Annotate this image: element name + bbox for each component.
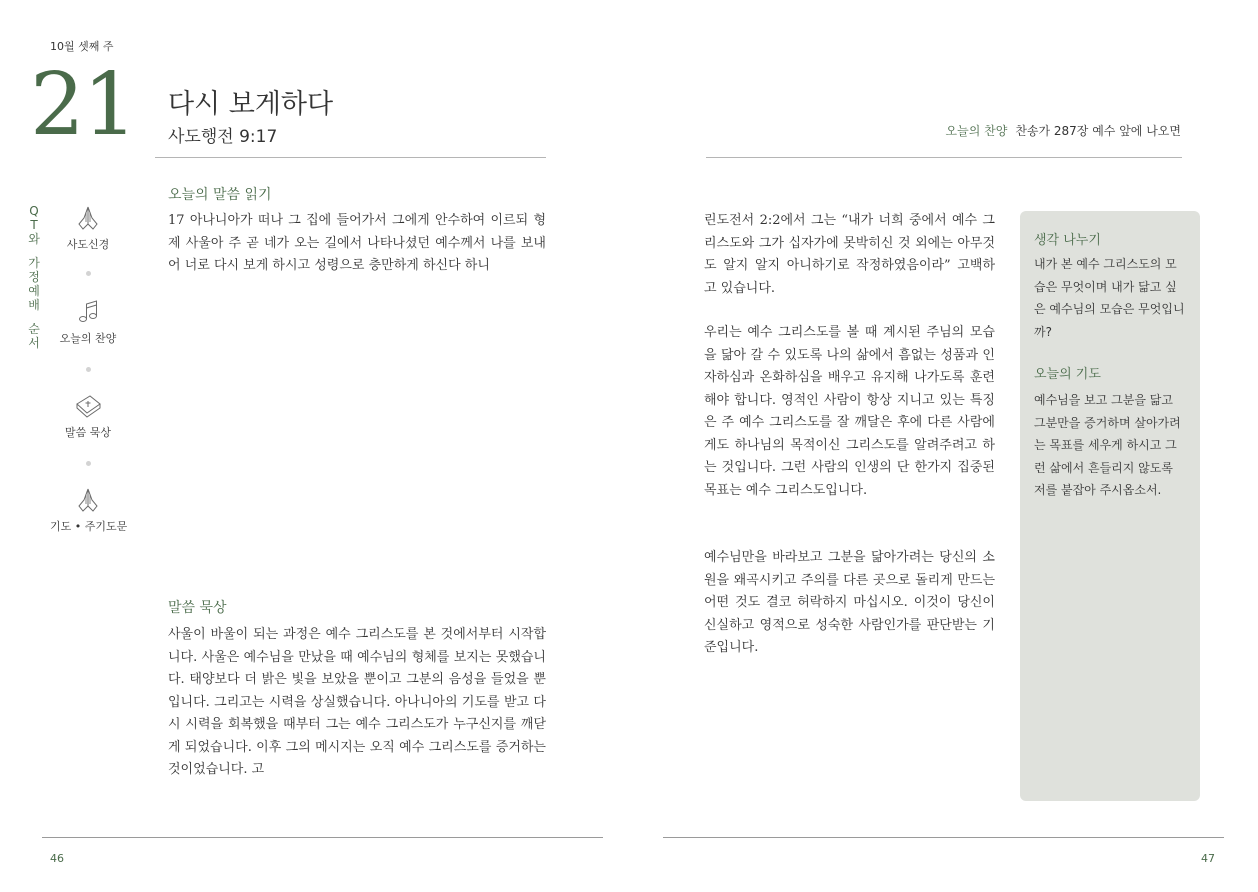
nav-dot bbox=[86, 461, 91, 466]
vertical-char: Q bbox=[29, 204, 39, 218]
vertical-char: 예 bbox=[28, 284, 40, 298]
scripture-reference: 사도행전 9:17 bbox=[168, 127, 278, 147]
nav-label: 오늘의 찬양 bbox=[59, 332, 117, 345]
music-note-icon bbox=[73, 298, 103, 326]
reading-heading: 오늘의 말씀 읽기 bbox=[168, 187, 272, 203]
week-label: 10월 셋째 주 bbox=[50, 40, 114, 53]
nav-dot bbox=[86, 271, 91, 276]
nav-word-meditation[interactable] bbox=[50, 392, 126, 440]
nav-prayer[interactable] bbox=[50, 486, 126, 534]
hymn-label: 오늘의 찬양 bbox=[945, 124, 1008, 138]
vertical-char: 가 bbox=[28, 256, 40, 270]
vertical-char: 와 bbox=[28, 232, 40, 246]
nav-todays-hymn[interactable] bbox=[50, 298, 126, 346]
right-paragraph-2: 우리는 예수 그리스도를 볼 때 계시된 주님의 모습을 닮아 갈 수 있도록 나의 삶에서 흠없는 성품과 인자하심과 온화하심을 배우고 유지해 나가도록 훈련해야 합니다. 영적인 사람이 항상 지니고 있는 특징은 주 예수 그리스도를 잘 깨달은 후에 다른 사람에게도 하나님의 목적이신 그리스도를 알려주려고 하는 것입니다. 그런 사람의 인생의 단 한가지 집중된 목표는 예수 그리스도입니다. bbox=[704, 325, 995, 498]
share-text: 내가 본 예수 그리스도의 모습은 무엇이며 내가 닮고 싶은 예수님의 모습은 무엇입니까? bbox=[1034, 257, 1185, 339]
page-number-left: 46 bbox=[50, 852, 64, 865]
footer-rule-right bbox=[663, 837, 1224, 838]
share-heading: 생각 나누기 bbox=[1034, 233, 1101, 248]
nav-apostles-creed[interactable] bbox=[50, 204, 126, 252]
praying-hands-icon bbox=[73, 204, 103, 232]
hymn-line bbox=[946, 122, 1181, 139]
praying-hands-icon bbox=[73, 486, 103, 514]
footer-rule-left bbox=[42, 837, 603, 838]
vertical-gap bbox=[26, 246, 42, 256]
vertical-char: 순 bbox=[28, 322, 40, 336]
prayer-heading: 오늘의 기도 bbox=[1034, 367, 1101, 382]
reading-text: 17 아나니아가 떠나 그 집에 들어가서 그에게 안수하여 이르되 형제 사울아 주 곧 네가 오는 길에서 나타나셨던 예수께서 나를 보내어 너로 다시 보게 하시고 성령으로 충만하게 하신다 하니 bbox=[168, 213, 546, 273]
bible-icon bbox=[73, 392, 103, 420]
meditation-text: 사울이 바울이 되는 과정은 예수 그리스도를 본 것에서부터 시작합니다. 사울은 예수님을 만났을 때 예수님의 형체를 보지는 못했습니다. 태양보다 더 밝은 빛을 보았을 뿐이고 그분의 음성을 들었을 뿐입니다. 그리고는 시력을 상실했습니다. 아나니아의 기도를 받고 다시 시력을 회복했을 때부터 그는 예수 그리스도가 누구신지를 깨닫게 되었습니다. 이후 그의 메시지는 오직 예수 그리스도를 증거하는 것이었습니다. 고 bbox=[168, 627, 546, 777]
day-number: 21 bbox=[30, 55, 136, 155]
nav-dot bbox=[86, 367, 91, 372]
right-paragraph-3: 예수님만을 바라보고 그분을 닮아가려는 당신의 소원을 왜곡시키고 주의를 다른 곳으로 돌리게 만드는 어떤 것도 결코 허락하지 마십시오. 이것이 당신이 신실하고 영적으로 성숙한 사람인가를 판단받는 기준입니다. bbox=[704, 550, 995, 655]
vertical-char: 배 bbox=[28, 298, 40, 312]
header-divider-left bbox=[155, 157, 546, 158]
vertical-char: 정 bbox=[28, 270, 40, 284]
prayer-text: 예수님을 보고 그분을 닮고 그분만을 증거하며 살아가려는 목표를 세우게 하시고 그런 삶에서 흔들리지 않도록 저를 붙잡아 주시옵소서. bbox=[1034, 393, 1181, 497]
vertical-gap bbox=[26, 312, 42, 322]
vertical-title bbox=[26, 204, 42, 350]
nav-label: 사도신경 bbox=[66, 238, 110, 251]
page-title: 다시 보게하다 bbox=[168, 89, 334, 120]
hymn-text: 찬송가 287장 예수 앞에 나오면 bbox=[1015, 124, 1181, 138]
meditation-heading: 말씀 묵상 bbox=[168, 600, 227, 616]
nav-label: 말씀 묵상 bbox=[64, 426, 111, 439]
right-paragraph-1: 린도전서 2:2에서 그는 “내가 너희 중에서 예수 그리스도와 그가 십자가에 못박히신 것 외에는 아무것도 알지 알지 아니하기로 작정하였음이라” 고백하고 있습니다. bbox=[704, 213, 995, 296]
page-number-right: 47 bbox=[1201, 852, 1215, 865]
vertical-char: T bbox=[30, 218, 38, 232]
nav-label: 기도 • 주기도문 bbox=[50, 520, 128, 533]
vertical-char: 서 bbox=[28, 336, 40, 350]
header-divider-right bbox=[706, 157, 1182, 158]
